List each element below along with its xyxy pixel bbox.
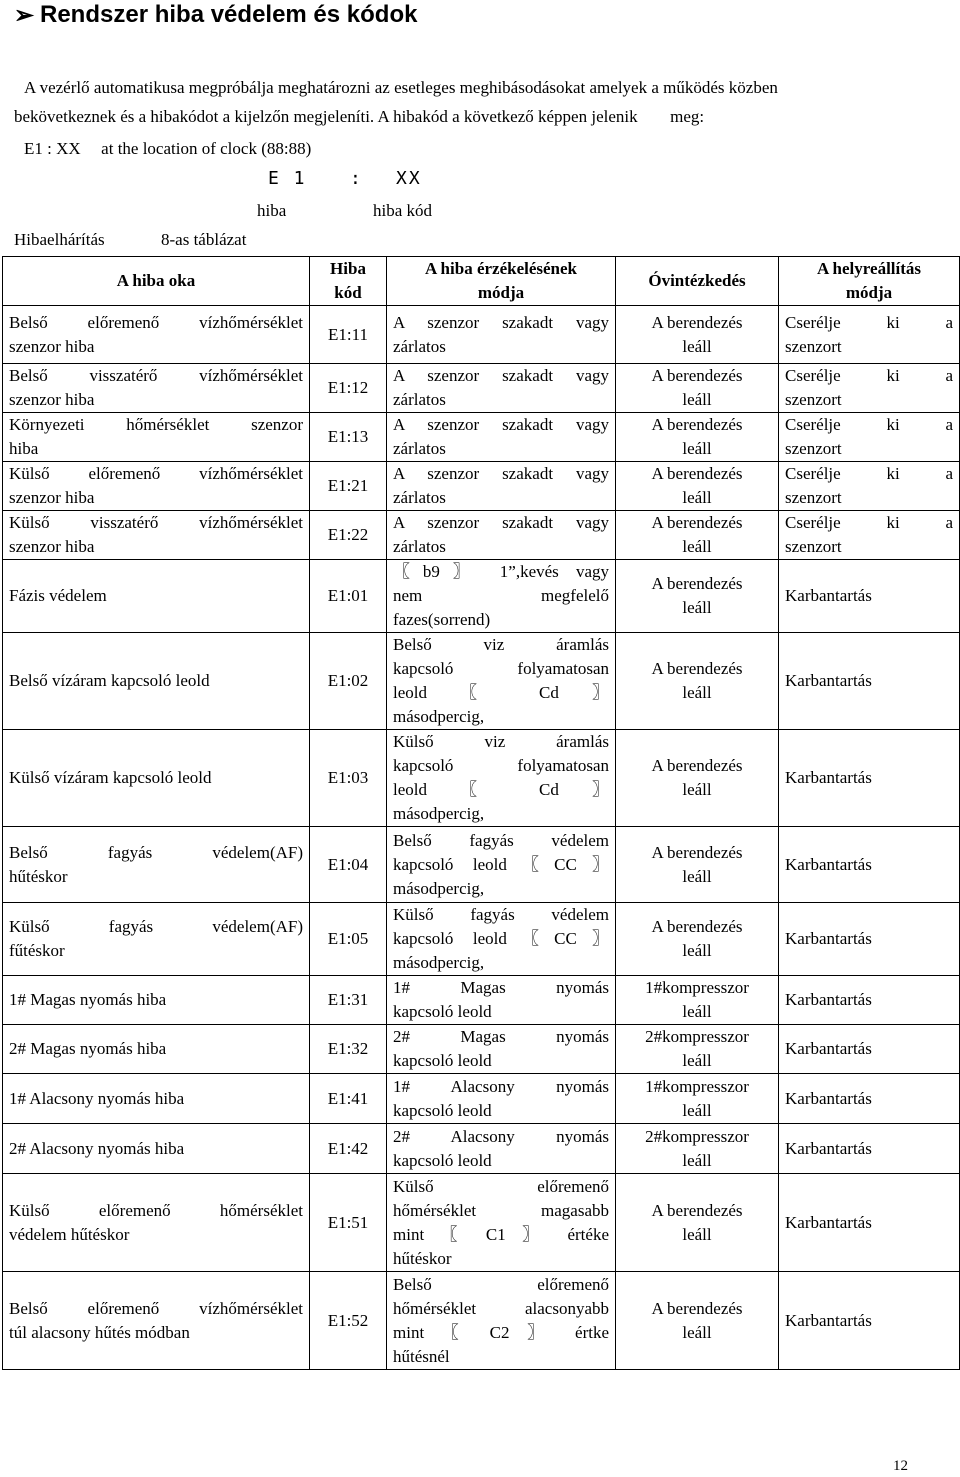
section-label: Hibaelhárítás [14,230,105,249]
restoration-cell [779,730,960,827]
table-row [3,462,960,511]
restoration-cell-line: Karbantartás [785,671,872,690]
restoration-cell-line: Karbantartás [785,586,872,605]
cause-cell [3,1174,310,1272]
restoration-cell [779,1025,960,1074]
detection-cell-line: A szenzor szakadt vagy [393,464,609,483]
cause-cell-line: hiba [9,439,39,458]
precaution-cell [616,1272,779,1370]
display-xx: XX [396,168,422,189]
arrow-bullet-icon: ➢ [14,1,35,29]
restoration-cell-line: Karbantartás [785,1310,872,1330]
detection-cell-line: másodpercig, [393,953,485,972]
restoration-cell-line: Cserélje ki a [785,312,953,332]
restoration-cell-line: szenzort [785,336,842,356]
cause-cell [3,1124,310,1174]
detection-cell-line: Belső előremenő [393,1274,609,1294]
restoration-cell [779,511,960,560]
detection-cell [387,1272,616,1370]
table-row [3,1174,960,1272]
restoration-cell [779,462,960,511]
precaution-cell-line: A berendezés [651,574,743,593]
restoration-cell [779,1272,960,1370]
table-row [3,1025,960,1074]
restoration-cell-line: Cserélje ki a [785,464,953,483]
cause-cell [3,1272,310,1370]
detection-cell [387,560,616,633]
heading-title: Rendszer hiba védelem és kódok [40,1,418,28]
precaution-cell-line: leáll [682,439,712,458]
cause-cell-line: fűtéskor [9,941,65,960]
detection-cell [387,511,616,560]
cause-cell [3,462,310,511]
precaution-cell-line: A berendezés [651,1298,743,1318]
cause-cell [3,413,310,462]
precaution-cell-line: leáll [682,941,712,960]
detection-cell-line: leold 〖 Cd 〗 [393,683,609,702]
restoration-cell-line: Karbantartás [785,768,872,787]
cause-cell-line: Külső előremenő vízhőmérséklet [9,464,303,483]
restoration-cell [779,1074,960,1124]
detection-cell [387,976,616,1025]
cause-cell [3,306,310,364]
precaution-cell-line: A berendezés [651,842,743,862]
precaution-cell-line: leáll [682,1224,712,1244]
detection-cell-line: kapcsoló folyamatosan [393,659,609,678]
precaution-cell [616,462,779,511]
code-cell: E1:31 [310,976,387,1025]
precaution-cell-line: 2#kompresszor [645,1126,749,1146]
restoration-cell [779,976,960,1025]
precaution-cell-line: A berendezés [651,659,743,678]
detection-cell-line: 〖b9〗 1”,kevés vagy [393,562,609,581]
precaution-cell-line: leáll [682,1051,712,1070]
precaution-cell [616,730,779,827]
detection-cell-line: 2# Alacsony nyomás [393,1126,609,1146]
restoration-cell [779,560,960,633]
precaution-cell-line: A berendezés [651,1200,743,1220]
table-row [3,1272,960,1370]
precaution-cell [616,413,779,462]
table-row [3,1124,960,1174]
header-code: Hiba kód [310,257,387,306]
table-row [3,1074,960,1124]
detection-cell-line: zárlatos [393,390,446,409]
intro-format: E1 : XX [24,139,81,158]
detection-cell-line: Külső előremenő [393,1176,609,1196]
precaution-cell-line: leáll [682,598,712,617]
cause-cell [3,827,310,903]
precaution-cell-line: A berendezés [651,756,743,775]
cause-cell [3,511,310,560]
cause-cell-line: Belső fagyás védelem(AF) [9,842,303,862]
detection-cell-line: zárlatos [393,488,446,507]
precaution-cell-line: A berendezés [651,366,743,385]
intro-location: at the location of clock (88:88) [101,139,312,158]
cause-cell-line: hűtéskor [9,866,68,886]
table-reference: 8-as táblázat [161,230,247,249]
detection-cell [387,1124,616,1174]
precaution-cell [616,633,779,730]
intro-line-2-end: meg: [670,107,705,126]
display-label-hiba: hiba [257,201,287,220]
detection-cell [387,1174,616,1272]
table-row [3,413,960,462]
detection-cell-line: másodpercig, [393,707,485,726]
precaution-cell-line: leáll [682,866,712,886]
code-cell: E1:03 [310,730,387,827]
precaution-cell [616,1124,779,1174]
code-cell: E1:41 [310,1074,387,1124]
cause-cell-line: Külső visszatérő vízhőmérséklet [9,513,303,532]
cause-cell-line: Belső visszatérő vízhőmérséklet [9,366,303,385]
cause-cell [3,633,310,730]
detection-cell-line: mint 〖 C2 〗 értke [393,1322,609,1342]
detection-cell-line: hűtéskor [393,1248,452,1268]
detection-cell-line: kapcsoló leold [393,1051,492,1070]
code-cell: E1:13 [310,413,387,462]
precaution-cell [616,903,779,976]
cause-cell [3,730,310,827]
detection-cell-line: mint 〖 C1 〗 értéke [393,1224,609,1244]
table-row [3,903,960,976]
restoration-cell-line: Cserélje ki a [785,415,953,434]
restoration-cell-line: Karbantartás [785,1138,872,1158]
detection-cell [387,413,616,462]
precaution-cell-line: leáll [682,488,712,507]
cause-cell-line: 1# Magas nyomás hiba [9,990,167,1009]
cause-cell-line: védelem hűtéskor [9,1224,130,1244]
intro-line-2 [14,107,704,127]
restoration-cell-line: Karbantartás [785,929,872,948]
restoration-cell [779,633,960,730]
precaution-cell-line: 1#kompresszor [645,978,749,997]
page-number: 12 [893,1458,908,1474]
cause-cell [3,1074,310,1124]
restoration-cell-line: Cserélje ki a [785,513,953,532]
error-code-table [2,256,960,1370]
detection-cell-line: 1# Alacsony nyomás [393,1076,609,1096]
precaution-cell [616,364,779,413]
restoration-cell-line: Karbantartás [785,1039,872,1058]
cause-cell-line: 1# Alacsony nyomás hiba [9,1088,185,1108]
detection-cell-line: kapcsoló leold〖CC〗 [393,854,609,874]
precaution-cell-line: A berendezés [651,917,743,936]
section-heading [14,0,417,30]
detection-cell-line: zárlatos [393,439,446,458]
restoration-cell-line: szenzort [785,488,842,507]
restoration-cell [779,306,960,364]
precaution-cell [616,511,779,560]
precaution-cell [616,1025,779,1074]
precaution-cell-line: A berendezés [651,464,743,483]
cause-cell-line: 2# Alacsony nyomás hiba [9,1138,185,1158]
cause-cell [3,560,310,633]
header-cause: A hiba oka [3,257,310,306]
code-cell: E1:52 [310,1272,387,1370]
detection-cell-line: Belső fagyás védelem [393,830,609,850]
precaution-cell-line: leáll [682,1322,712,1342]
cause-cell [3,364,310,413]
detection-cell-line: leold 〖 Cd 〗 [393,780,609,799]
precaution-cell-line: leáll [682,1002,712,1021]
code-cell: E1:05 [310,903,387,976]
detection-cell-line: másodpercig, [393,878,485,898]
header-detection: A hiba érzékelésének módja [387,257,616,306]
display-e1: E 1 [268,168,307,189]
precaution-cell-line: leáll [682,1100,712,1120]
cause-cell-line: Külső fagyás védelem(AF) [9,917,303,936]
detection-cell-line: kapcsoló leold [393,1100,492,1120]
detection-cell-line: hőmérséklet alacsonyabb [393,1298,609,1318]
restoration-cell-line: szenzort [785,390,842,409]
cause-cell-line: szenzor hiba [9,390,95,409]
table-row [3,511,960,560]
precaution-cell-line: A berendezés [651,312,743,332]
detection-cell-line: A szenzor szakadt vagy [393,415,609,434]
code-cell: E1:04 [310,827,387,903]
detection-cell-line: A szenzor szakadt vagy [393,366,609,385]
header-precaution: Óvintézkedés [616,257,779,306]
precaution-cell-line: leáll [682,683,712,702]
code-cell: E1:51 [310,1174,387,1272]
intro-line-3 [24,139,311,159]
restoration-cell [779,903,960,976]
precaution-cell-line: 2#kompresszor [645,1027,749,1046]
restoration-cell [779,827,960,903]
detection-cell-line: Külső fagyás védelem [393,905,609,924]
restoration-cell-line: szenzort [785,537,842,556]
detection-cell-line: Belső viz áramlás [393,635,609,654]
header-restoration: A helyreállítás módja [779,257,960,306]
precaution-cell-line: leáll [682,1150,712,1170]
table-row [3,827,960,903]
precaution-cell-line: leáll [682,390,712,409]
cause-cell-line: Külső vízáram kapcsoló leold [9,768,212,787]
precaution-cell [616,827,779,903]
detection-cell [387,730,616,827]
detection-cell-line: A szenzor szakadt vagy [393,513,609,532]
restoration-cell-line: Cserélje ki a [785,366,953,385]
restoration-cell [779,413,960,462]
detection-cell-line: A szenzor szakadt vagy [393,312,609,332]
table-row [3,364,960,413]
restoration-cell [779,1174,960,1272]
precaution-cell-line: A berendezés [651,513,743,532]
detection-cell [387,364,616,413]
detection-cell [387,827,616,903]
table-row [3,976,960,1025]
detection-cell [387,462,616,511]
table-row [3,306,960,364]
code-cell: E1:11 [310,306,387,364]
detection-cell-line: zárlatos [393,537,446,556]
detection-cell-line: kapcsoló leold〖CC〗 [393,929,609,948]
precaution-cell [616,976,779,1025]
detection-cell-line: kapcsoló leold [393,1150,492,1170]
detection-cell-line: hűtésnél [393,1346,450,1366]
cause-cell-line: szenzor hiba [9,488,95,507]
cause-cell-line: 2# Magas nyomás hiba [9,1039,167,1058]
cause-cell-line: Belső előremenő vízhőmérséklet [9,312,303,332]
detection-cell-line: másodpercig, [393,804,485,823]
precaution-cell-line: 1#kompresszor [645,1076,749,1096]
detection-cell-line: kapcsoló leold [393,1002,492,1021]
cause-cell [3,976,310,1025]
cause-cell-line: Külső előremenő hőmérséklet [9,1200,303,1220]
cause-cell [3,903,310,976]
intro-line-2-text: bekövetkeznek és a hibakódot a kijelzőn megjeleníti. A hibakód a következő képpen jelenik [14,107,638,126]
table-row [3,730,960,827]
cause-cell-line: szenzor hiba [9,336,95,356]
precaution-cell-line: A berendezés [651,415,743,434]
table-row [3,633,960,730]
detection-cell [387,306,616,364]
detection-cell [387,1074,616,1124]
precaution-cell [616,1174,779,1272]
code-cell: E1:02 [310,633,387,730]
precaution-cell-line: leáll [682,780,712,799]
cause-cell-line: Fázis védelem [9,586,107,605]
detection-cell [387,633,616,730]
table-header-row [3,257,960,306]
restoration-cell-line: szenzort [785,439,842,458]
precaution-cell-line: leáll [682,537,712,556]
detection-cell-line: 2# Magas nyomás [393,1027,609,1046]
code-cell: E1:21 [310,462,387,511]
restoration-cell-line: Karbantartás [785,854,872,874]
precaution-cell [616,1074,779,1124]
restoration-cell-line: Karbantartás [785,990,872,1009]
detection-cell-line: Külső viz áramlás [393,732,609,751]
restoration-cell-line: Karbantartás [785,1088,872,1108]
code-cell: E1:32 [310,1025,387,1074]
detection-cell [387,903,616,976]
precaution-cell [616,306,779,364]
detection-cell-line: hőmérséklet magasabb [393,1200,609,1220]
detection-cell-line: kapcsoló folyamatosan [393,756,609,775]
cause-cell-line: Belső vízáram kapcsoló leold [9,671,210,690]
code-cell: E1:12 [310,364,387,413]
display-label-kod: hiba kód [373,201,433,220]
detection-cell [387,1025,616,1074]
restoration-cell [779,1124,960,1174]
cause-cell-line: szenzor hiba [9,537,95,556]
cause-cell [3,1025,310,1074]
precaution-cell [616,560,779,633]
table-row [3,560,960,633]
detection-cell-line: 1# Magas nyomás [393,978,609,997]
code-cell: E1:22 [310,511,387,560]
detection-cell-line: nem megfelelő [393,586,609,605]
cause-cell-line: Környezeti hőmérséklet szenzor [9,415,303,434]
precaution-cell-line: leáll [682,336,712,356]
code-cell: E1:42 [310,1124,387,1174]
restoration-cell [779,364,960,413]
intro-line-1: A vezérlő automatikusa megpróbálja meghatározni az esetleges meghibásodásokat amelyek a működés közben [24,78,778,97]
cause-cell-line: túl alacsony hűtés módban [9,1322,190,1342]
code-cell: E1:01 [310,560,387,633]
restoration-cell-line: Karbantartás [785,1212,872,1232]
detection-cell-line: zárlatos [393,336,446,356]
cause-cell-line: Belső előremenő vízhőmérséklet [9,1298,303,1318]
detection-cell-line: fazes(sorrend) [393,610,491,629]
display-colon: : [350,168,363,189]
